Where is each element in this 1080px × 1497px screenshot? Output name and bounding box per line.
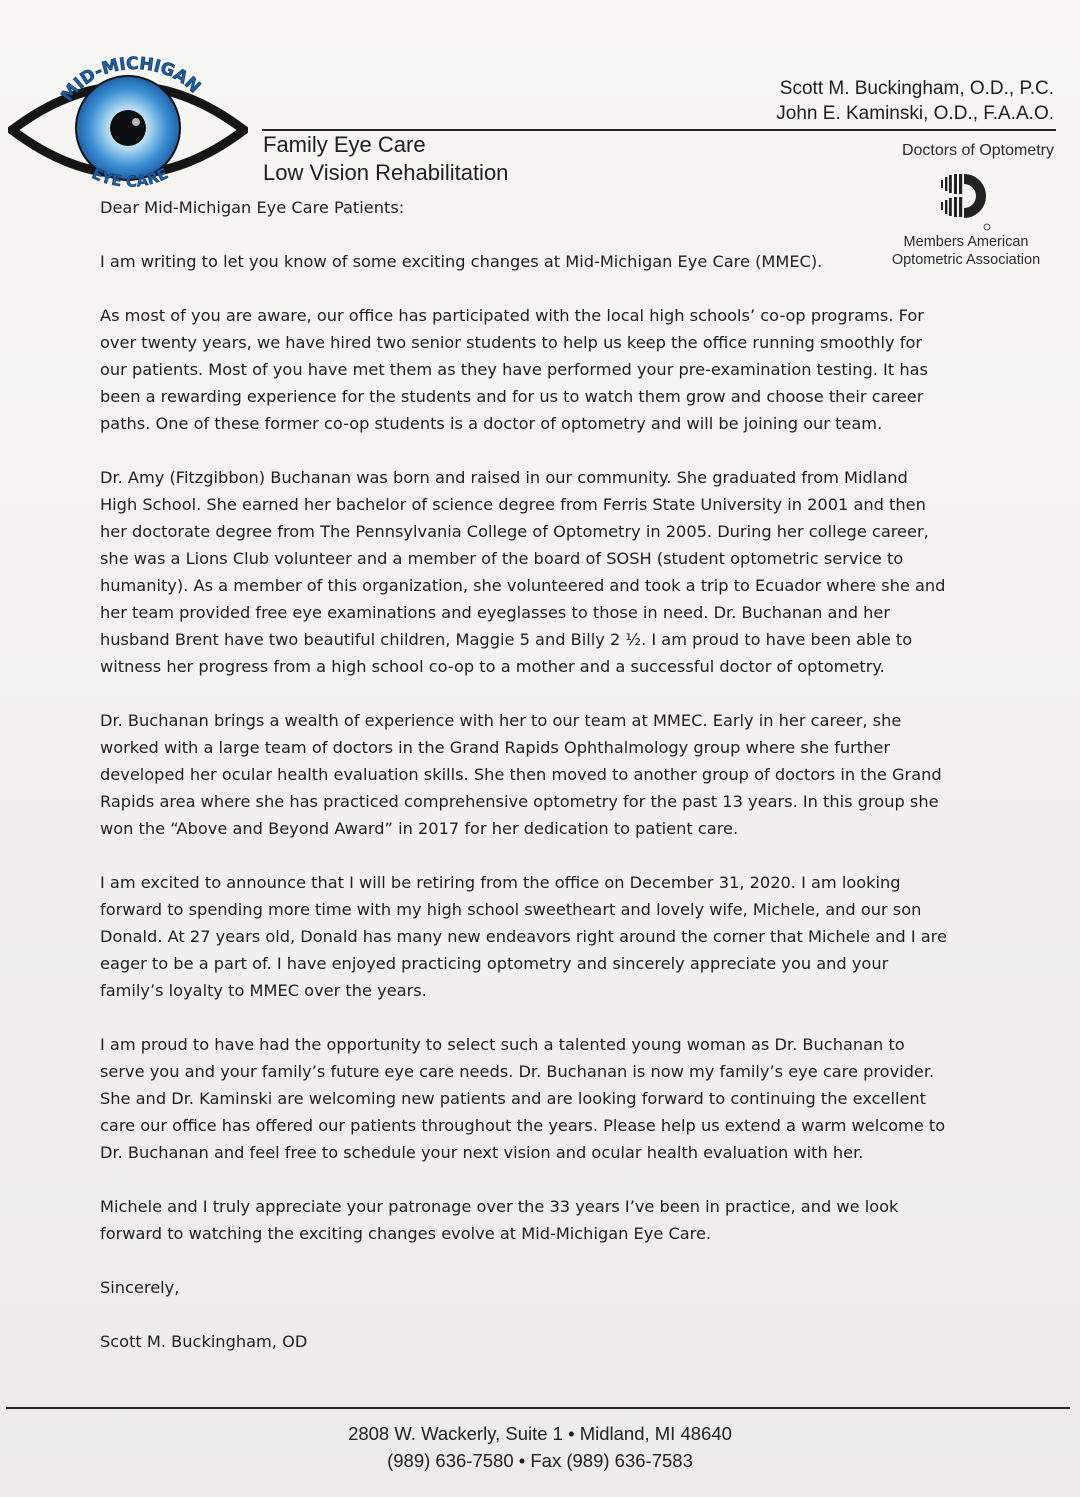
letter-paragraph-4: Dr. Buchanan brings a wealth of experience with her to our team at MMEC. Early in her career, she worked with a large team of doctors in the Grand Rapids Ophthalmology group where she further developed her ocular health evaluation skills. She then moved to another group of doctors in the Grand Rapids area where she has practiced comprehensive optometry for the past 13 years. In this group she won the “Above and Beyond Award” in 2017 for her dedication to patient care.	[100, 711, 942, 838]
footer-address: 2808 W. Wackerly, Suite 1 • Midland, MI 48640	[348, 1423, 732, 1444]
footer	[0, 1420, 1080, 1474]
letter-body	[100, 194, 990, 1382]
doctors-subtitle: Doctors of Optometry	[901, 142, 1054, 159]
doctor-name-2: John E. Kaminski, O.D., F.A.A.O.	[776, 103, 1054, 124]
letter-paragraph-3: Dr. Amy (Fitzgibbon) Buchanan was born and raised in our community. She graduated from Midland High School. She earned her bachelor of science degree from Ferris State University in 2001 and then her doctorate degree from The Pennsylvania College of Optometry in 2005. During her college career, she was a Lions Club volunteer and a member of the board of SOSH (student optometric service to humanity). As a member of this organization, she volunteered and took a trip to Ecuador where she and her team provided free eye examinations and eyeglasses to those in need. Dr. Buchanan and her husband Brent have two beautiful children, Maggie 5 and Billy 2 ½. I am proud to have been able to witness her progress from a high school co-op to a mother and a successful doctor of optometry.	[100, 468, 946, 676]
letter-paragraph-2: As most of you are aware, our office has participated with the local high schools’ co-op programs. For over twenty years, we have hired two senior students to help us keep the office running smoothly for our patients. Most of you have met them as they have performed your pre-examination testing. It has been a rewarding experience for the students and for us to watch them grow and choose their career paths. One of these former co-op students is a doctor of optometry and will be joining our team.	[100, 306, 928, 433]
aoa-line-1: Members American	[903, 234, 1029, 250]
letter-closing: Sincerely,	[100, 1278, 180, 1297]
logo-bottom-text: EYE CARE	[89, 164, 171, 191]
footer-rule	[6, 1407, 1070, 1409]
letter-paragraph-6: I am proud to have had the opportunity to select such a talented young woman as Dr. Buchanan to serve you and your family’s future eye care needs. Dr. Buchanan is now my family’s eye care provider. She and Dr. Kaminski are welcoming new patients and are looking forward to continuing the excellent care our office has offered our patients throughout the years. Please help us extend a warm welcome to Dr. Buchanan and feel free to schedule your next vision and ocular health evaluation with her.	[100, 1035, 946, 1162]
aoa-line-2: Optometric Association	[891, 252, 1041, 268]
letter-paragraph-7: Michele and I truly appreciate your patronage over the 33 years I’ve been in practice, and we look forward to watching the exciting changes evolve at Mid-Michigan Eye Care.	[100, 1197, 899, 1243]
doctor-name-1: Scott M. Buckingham, O.D., P.C.	[779, 78, 1054, 99]
letter-paragraph-1: I am writing to let you know of some exciting changes at Mid-Michigan Eye Care (MMEC).	[100, 252, 823, 271]
letter-greeting: Dear Mid-Michigan Eye Care Patients:	[100, 198, 405, 217]
practice-line-2: Low Vision Rehabilitation	[263, 160, 509, 185]
doctors-header	[776, 76, 1054, 126]
practice-name	[263, 131, 508, 187]
letter-paragraph-5: I am excited to announce that I will be retiring from the office on December 31, 2020. I am looking forward to spending more time with my high school sweetheart and lovely wife, Michele, and our son Donald. At 27 years old, Donald has many new endeavors right around the corner that Michele and I are eager to be a part of. I have enjoyed practicing optometry and sincerely appreciate you and your family’s loyalty to MMEC over the years.	[100, 873, 947, 1000]
logo-top-text: MID-MICHIGAN	[57, 53, 205, 106]
letter-signature: Scott M. Buckingham, OD	[100, 1332, 308, 1351]
practice-line-1: Family Eye Care	[263, 132, 426, 157]
footer-phones: (989) 636-7580 • Fax (989) 636-7583	[387, 1450, 693, 1471]
mid-michigan-eye-care-logo	[8, 52, 248, 202]
